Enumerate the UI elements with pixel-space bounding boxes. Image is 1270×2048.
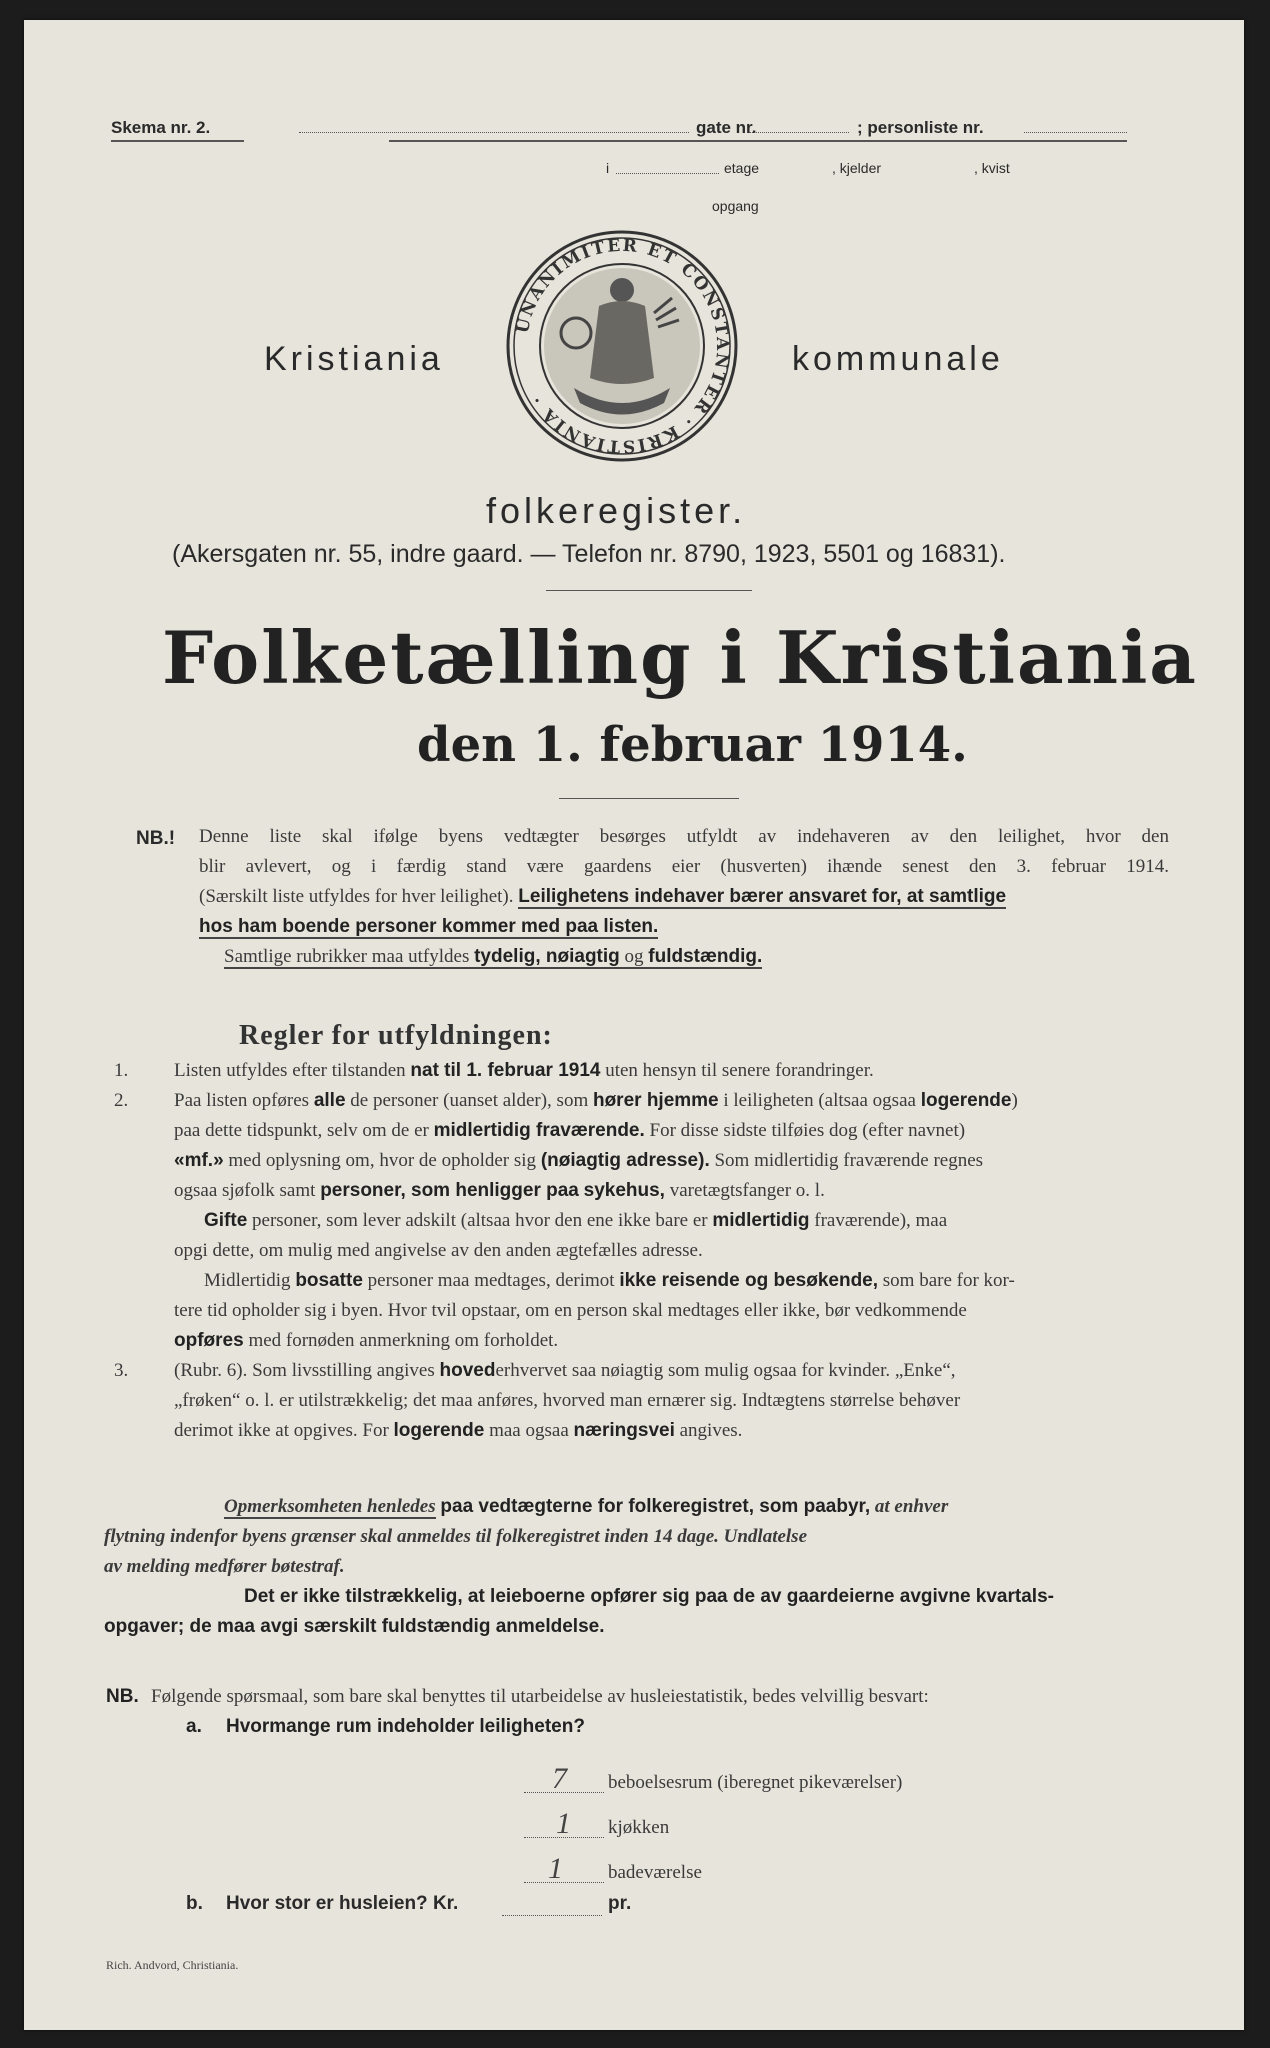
schema-number: Skema nr. 2. — [111, 118, 211, 137]
entrance-label: opgang — [712, 198, 759, 214]
kitchen-answer: 1 — [556, 1807, 571, 1840]
bathroom-answer: 1 — [548, 1852, 563, 1885]
svg-text:UNANIMITER ET CONSTANTER · KRI: UNANIMITER ET CONSTANTER · KRISTIANIA · — [512, 235, 733, 457]
bathroom-answer-field[interactable] — [524, 1882, 604, 1883]
document-date: den 1. februar 1914. — [417, 717, 968, 773]
rules-list: 1. Listen utfyldes efter tilstanden nat til 1. februar 1914 uten hensyn til senere forandringer. 2. Paa listen opføres alle de personer (uanset alder), som hører hjemme i leiligheten (altsaa ogsaa logerende) paa dette tidspunkt, selv om de er midlertidig fraværende. For disse sidste tilføies dog (efter navnet) «mf.» med oplysning om, hvor de opholder sig (nøiagtig adresse). Som midlertidig fraværende regnes ogsaa sjøfolk samt personer, som henligger paa sykehus, varetægtsfanger o. l. Gifte personer, som lever adskilt (altsaa hvor den ene ikke bare er midlertidig fraværende), maa opgi dette, om mulig med angivelse av den anden ægtefælles adresse. Midlertidig bosatte personer maa medtages, derimot ikke reisende og besøkende, som bare for kor- tere tid opholder sig i byen. Hvor tvil opstaar, om en person skal medtages eller ikke, bør vedkommende opføres med fornøden anmerkning om forholdet. 3. (Rubr. 6). Som livsstilling angives hovederhvervet saa nøiagtig som mulig ogsaa for kvinder. „Enke“, „frøken“ o. l. er utilstrækkelig; det maa anføres, hvorved man ernærer sig. Indtægtens størrelse behøver derimot ikke at opgives. For logerende maa ogsaa næringsvei angives. — [114, 1060, 1018, 1441]
street-number-field[interactable] — [749, 132, 849, 133]
registry-name: folkeregister. — [486, 490, 747, 531]
municipal-seal — [504, 228, 740, 464]
rooms-answer: 7 — [552, 1762, 567, 1795]
municipality-label: kommunale — [792, 340, 1004, 378]
document-page — [24, 20, 1244, 2030]
registry-address: (Akersgaten nr. 55, indre gaard. — Telefon nr. 8790, 1923, 5501 og 16831). — [172, 540, 1006, 568]
floor-field[interactable] — [616, 173, 719, 174]
rent-question: Hvor stor er husleien? Kr. — [226, 1893, 459, 1914]
basement-label: , kjelder — [832, 160, 882, 176]
rent-unit: pr. — [608, 1893, 632, 1914]
nb-marker: NB.! — [136, 828, 176, 849]
printer-credit: Rich. Andvord, Christiania. — [106, 1958, 239, 1972]
notice-text: Denne liste skal ifølge byens vedtægter besørges utfyldt av indehaveren av den leilighet, hvor den blir avlevert, og i færdig stand være gaardens eier (husverten) ihænde senest den 3. februar 1914. (Særskilt liste utfyldes for hver leilighet). Leilighetens indehaver bærer ansvaret for, at samtlige hos ham boende personer kommer med paa listen. Samtlige rubrikker maa utfyldes tydelig, nøiagtig og fuldstændig. — [199, 826, 1169, 967]
rent-question-label: b. — [186, 1893, 203, 1914]
person-list-label: ; personliste nr. — [857, 118, 984, 137]
bathroom-label: badeværelse — [608, 1862, 702, 1883]
document-title: Folketælling i Kristiania — [162, 615, 1198, 700]
person-list-field[interactable] — [1024, 132, 1127, 133]
attic-label: , kvist — [974, 160, 1010, 176]
floor-label: etage — [724, 160, 760, 176]
city-name: Kristiania — [264, 340, 444, 378]
rules-heading: Regler for utfyldningen: — [239, 1020, 553, 1051]
kitchen-label: kjøkken — [608, 1817, 670, 1838]
statistics-questions: NB. Følgende spørsmaal, som bare skal benyttes til utarbeidelse av husleiestatistik, bedes velvillig besvart: a. Hvormange rum indeholder leiligheten? — [106, 1686, 929, 1737]
floor-prefix: i — [606, 160, 610, 176]
street-field[interactable] — [299, 132, 689, 133]
rooms-label: beboelsesrum (iberegnet pikeværelser) — [608, 1772, 903, 1793]
attention-text: Opmerksomheten henledes paa vedtægterne for folkeregistret, som paabyr, at enhver flytning indenfor byens grænser skal anmeldes til folkeregistret inden 14 dage. Undlatelse av melding medfører bøtestraf. Det er ikke tilstrækkelig, at leieboerne opfører sig paa de av gaardeierne avgivne kvartals- opgaver; de maa avgi særskilt fuldstændig anmeldelse. — [104, 1496, 1054, 1637]
street-label: gate nr. — [696, 118, 757, 137]
rent-field[interactable] — [502, 1915, 602, 1916]
